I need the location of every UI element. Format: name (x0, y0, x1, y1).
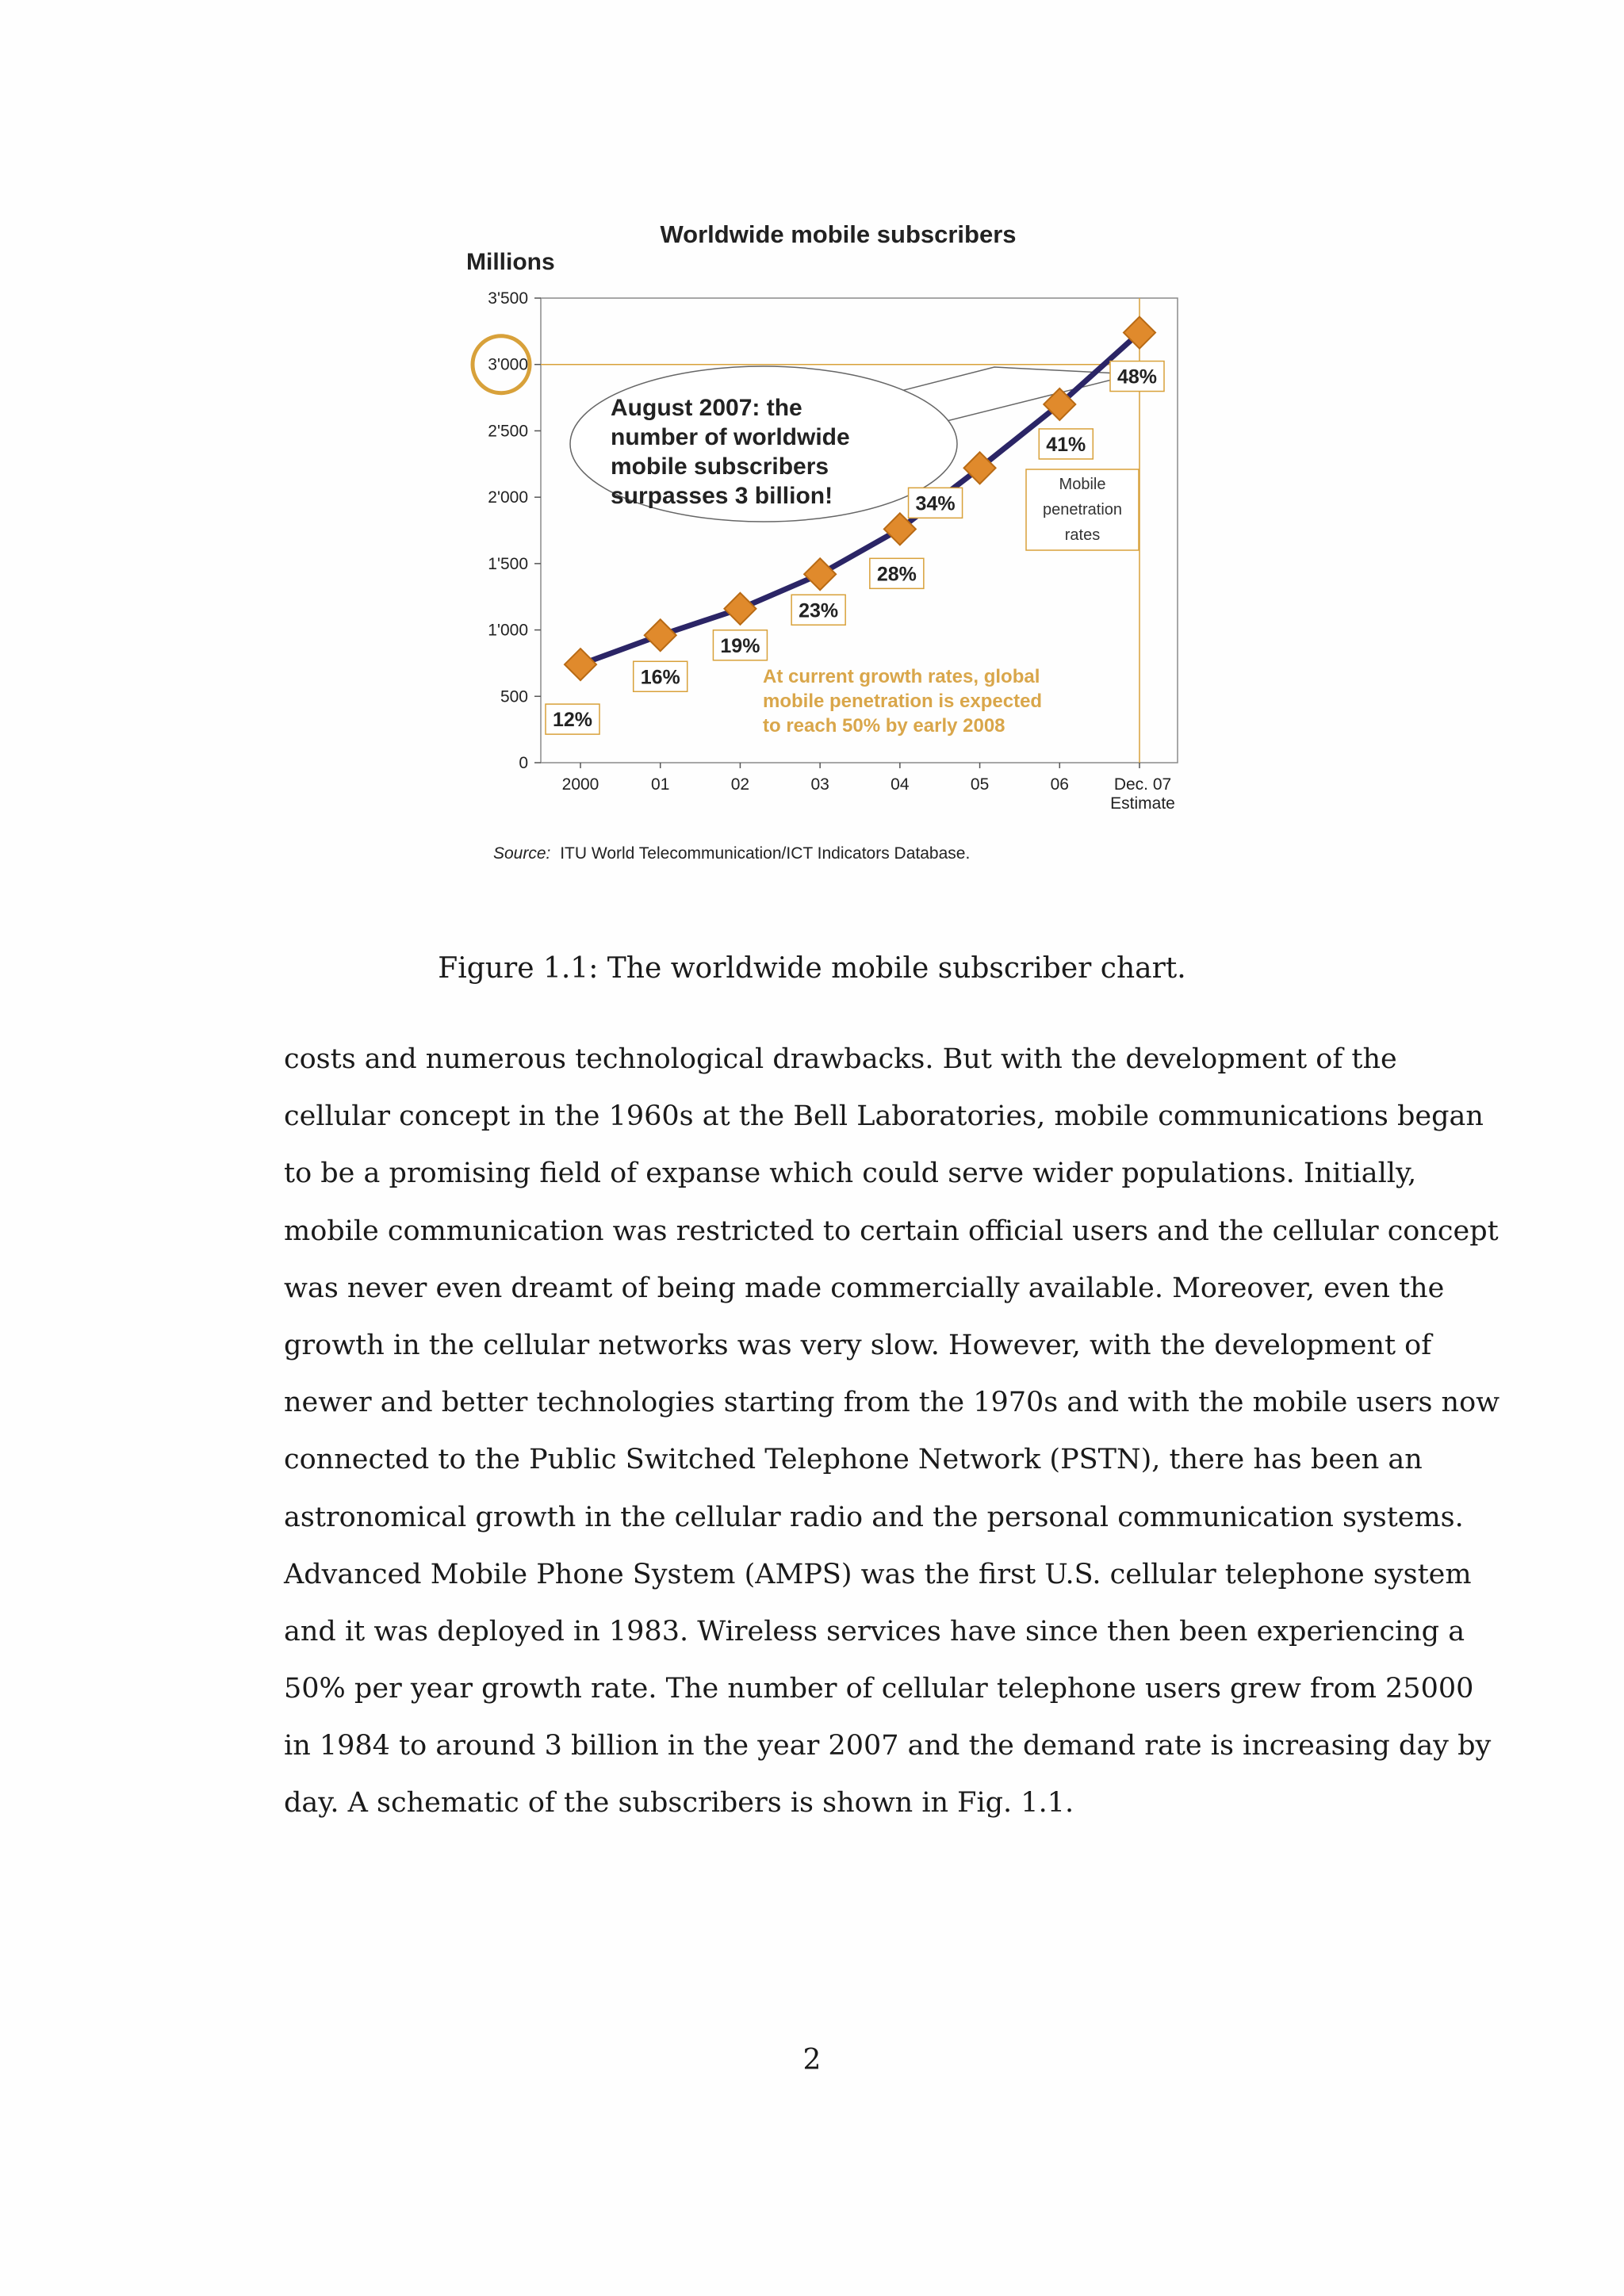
x-tick-label: 06 (1050, 775, 1069, 794)
y-tick-label: 500 (500, 687, 528, 706)
y-tick-label: 0 (519, 754, 528, 772)
y-tick-label: 3'500 (488, 289, 528, 308)
source-value: ITU World Telecommunication/ICT Indicators Database. (560, 844, 971, 863)
penetration-label: 16% (640, 666, 680, 689)
y-tick-label: 2'000 (488, 488, 528, 507)
figure-chart (444, 206, 1205, 880)
body-paragraph (284, 1031, 1500, 1832)
figure-caption: Figure 1.1: The worldwide mobile subscriber chart. (438, 952, 1186, 985)
callout-text: number of worldwide (611, 424, 850, 450)
penetration-label: 12% (552, 709, 593, 732)
paragraph-line: in 1984 to around 3 billion in the year 2007 and the demand rate is increasing day by (284, 1730, 1492, 1762)
callout-text: mobile subscribers (611, 453, 829, 480)
data-point (724, 593, 756, 625)
x-tick-label: Dec. 07 (1113, 775, 1172, 794)
y-axis-label: Millions (466, 249, 555, 275)
penetration-label: 34% (915, 492, 956, 515)
paragraph-line: and it was deployed in 1983. Wireless services have since then been experiencing a (284, 1615, 1465, 1647)
x-tick-label: 04 (891, 775, 910, 794)
paragraph-line: cellular concept in the 1960s at the Bell Laboratories, mobile communications began (284, 1100, 1484, 1133)
source-text (493, 844, 970, 863)
page-number: 2 (802, 2044, 822, 2076)
penetration-label: 48% (1116, 365, 1158, 388)
annotation-text: mobile penetration is expected (763, 691, 1043, 712)
penetration-label: 19% (720, 634, 760, 657)
paragraph-line: Advanced Mobile Phone System (AMPS) was the first U.S. cellular telephone system (284, 1558, 1472, 1590)
paragraph-line: astronomical growth in the cellular radio and the personal communication systems. (284, 1501, 1464, 1533)
x-tick-label: 05 (970, 775, 990, 794)
legend-text: rates (1064, 526, 1101, 544)
annotation-text: At current growth rates, global (763, 666, 1040, 687)
paragraph-line: to be a promising field of expanse which could serve wider populations. Initially, (284, 1158, 1417, 1190)
paragraph-line: 50% per year growth rate. The number of cellular telephone users grew from 25000 (284, 1673, 1474, 1705)
y-tick-label: 3'000 (488, 355, 528, 374)
paragraph-line: costs and numerous technological drawbacks. But with the development of the (284, 1043, 1397, 1075)
data-point (804, 558, 836, 590)
paragraph-line: mobile communication was restricted to certain official users and the cellular concept (284, 1215, 1499, 1247)
chart-svg (444, 206, 1205, 880)
paragraph-line: day. A schematic of the subscribers is shown in Fig. 1.1. (284, 1787, 1074, 1820)
chart-plot-area (473, 289, 1178, 813)
penetration-label: 23% (799, 599, 839, 622)
x-tick-label: 2000 (561, 775, 599, 794)
y-tick-label: 1'000 (488, 621, 528, 640)
callout-text: August 2007: the (611, 395, 802, 421)
paragraph-line: growth in the cellular networks was very slow. However, with the development of (284, 1329, 1432, 1361)
paragraph-line: connected to the Public Switched Telephone Network (PSTN), there has been an (284, 1444, 1423, 1476)
x-tick-label: 03 (810, 775, 829, 794)
callout-text: surpasses 3 billion! (611, 483, 833, 509)
x-tick-label: 02 (730, 775, 750, 794)
y-tick-label: 1'500 (488, 554, 528, 573)
annotation-text: to reach 50% by early 2008 (763, 715, 1005, 737)
legend-text: penetration (1042, 501, 1123, 519)
y-tick-label: 2'500 (488, 422, 528, 441)
source-label: Source: (493, 844, 551, 863)
penetration-label: 28% (876, 563, 917, 586)
penetration-label: 41% (1046, 433, 1086, 456)
x-tick-label: 01 (651, 775, 670, 794)
legend-text: Mobile (1059, 476, 1106, 493)
data-point (645, 619, 676, 651)
paragraph-line: was never even dreamt of being made commercially available. Moreover, even the (284, 1272, 1445, 1304)
data-point (565, 649, 596, 680)
chart-title: Worldwide mobile subscribers (660, 220, 1017, 248)
x-tick-sublabel: Estimate (1110, 794, 1175, 813)
paragraph-line: newer and better technologies starting from the 1970s and with the mobile users now (284, 1387, 1500, 1419)
